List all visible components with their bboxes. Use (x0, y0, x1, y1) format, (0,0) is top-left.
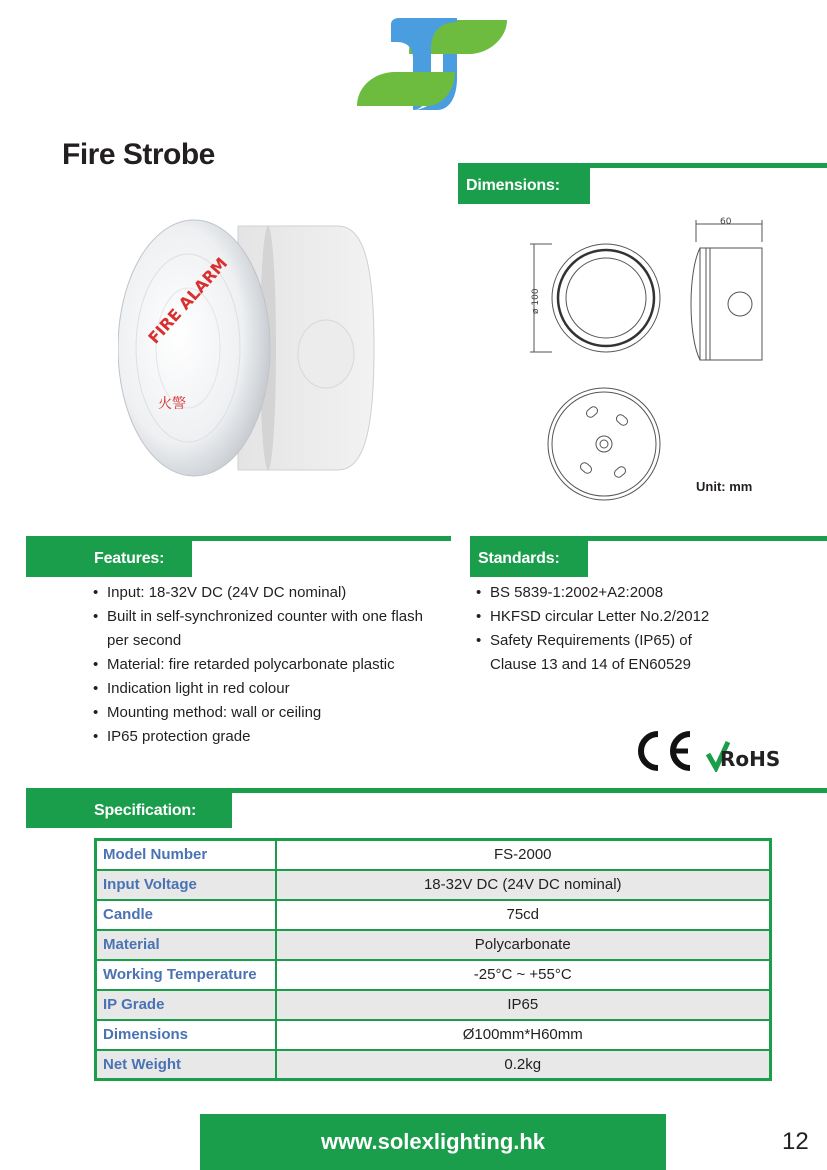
spec-key: Model Number (96, 840, 276, 870)
features-heading: Features: (26, 541, 192, 577)
table-row (96, 990, 771, 1020)
table-row (96, 960, 771, 990)
unit-label: Unit: mm (696, 479, 753, 494)
feature-item: • Mounting method: wall or ceiling (93, 701, 443, 725)
spec-key: Material (96, 930, 276, 960)
table-row (96, 870, 771, 900)
feature-item: • IP65 protection grade (93, 725, 443, 749)
standards-heading: Standards: (470, 541, 588, 577)
fire-strobe-product-image (118, 212, 378, 484)
dimensions-drawing (520, 212, 790, 512)
ce-mark-icon (632, 730, 694, 772)
rohs-text: RoHS (720, 747, 781, 771)
spec-value: Ø100mm*H60mm (276, 1020, 771, 1050)
spec-value: 75cd (276, 900, 771, 930)
specification-table (94, 838, 772, 1081)
website-footer[interactable]: www.solexlighting.hk (200, 1114, 666, 1170)
spec-value: 0.2kg (276, 1050, 771, 1080)
table-row (96, 1020, 771, 1050)
spec-key: Working Temperature (96, 960, 276, 990)
dimensions-heading: Dimensions: (458, 168, 590, 204)
chinese-fire-label: 火警 (158, 396, 186, 412)
spec-key: Input Voltage (96, 870, 276, 900)
page-number: 12 (782, 1128, 809, 1155)
table-row (96, 930, 771, 960)
spec-value: IP65 (276, 990, 771, 1020)
spec-key: IP Grade (96, 990, 276, 1020)
spec-value: FS-2000 (276, 840, 771, 870)
company-logo (357, 18, 509, 110)
spec-key: Candle (96, 900, 276, 930)
table-row (96, 840, 771, 870)
standard-item: • BS 5839-1:2002+A2:2008 (476, 581, 736, 605)
table-row (96, 1050, 771, 1080)
width-dimension-label: 60 (720, 217, 732, 227)
features-list (93, 581, 443, 749)
spec-value: 18-32V DC (24V DC nominal) (276, 870, 771, 900)
standard-item: • HKFSD circular Letter No.2/2012 (476, 605, 736, 629)
feature-item: • Built in self-synchronized counter with one flash per second (93, 605, 443, 653)
specification-heading: Specification: (26, 793, 232, 828)
spec-value: -25°C ~ +55°C (276, 960, 771, 990)
table-row (96, 900, 771, 930)
rohs-mark-icon (706, 738, 792, 772)
feature-item: • Indication light in red colour (93, 677, 443, 701)
spec-key: Dimensions (96, 1020, 276, 1050)
standard-item: • Safety Requirements (IP65) of Clause 13 and 14 of EN60529 (476, 629, 736, 677)
spec-value: Polycarbonate (276, 930, 771, 960)
standards-list (476, 581, 736, 677)
feature-item: • Input: 18-32V DC (24V DC nominal) (93, 581, 443, 605)
feature-item: • Material: fire retarded polycarbonate plastic (93, 653, 443, 677)
spec-key: Net Weight (96, 1050, 276, 1080)
fire-alarm-label: FIRE ALARM (144, 253, 232, 348)
page-title: Fire Strobe (62, 138, 215, 171)
diameter-dimension-label: ø 100 (531, 288, 541, 314)
